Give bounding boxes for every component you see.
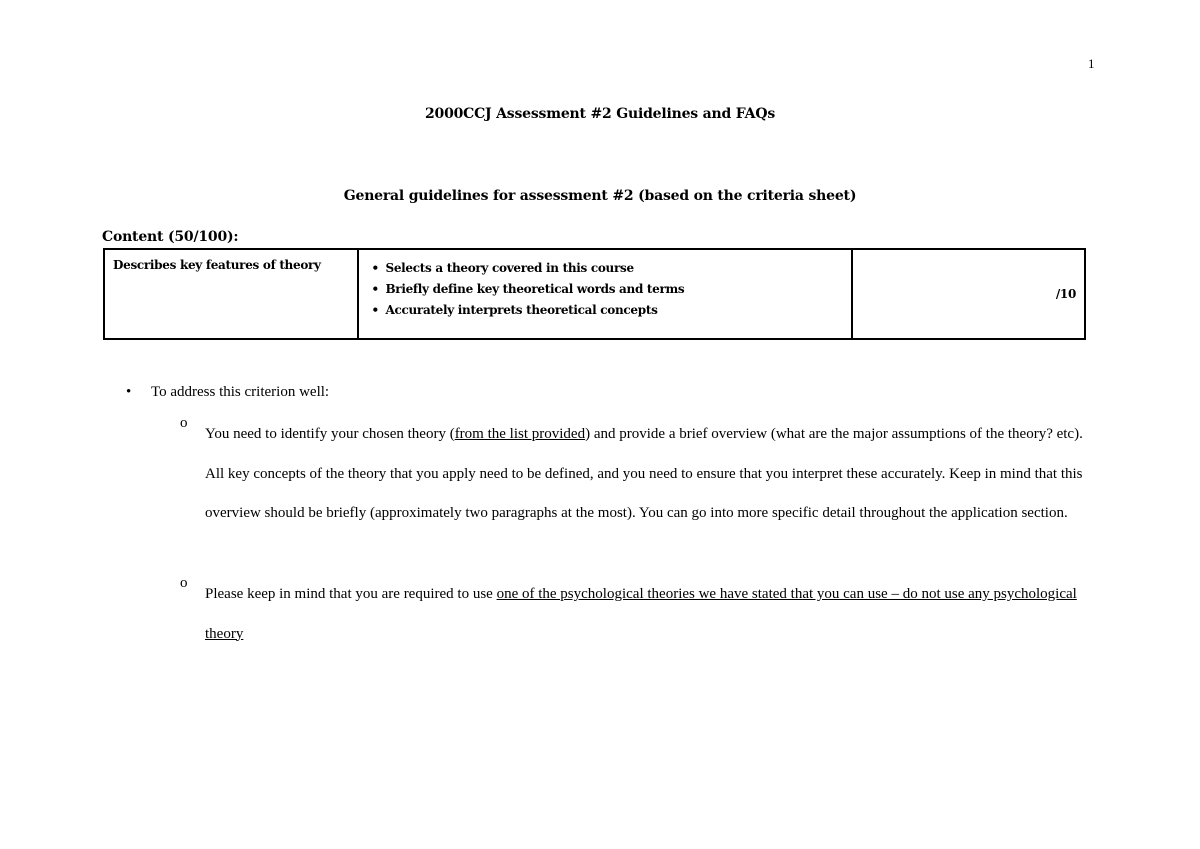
criterion-point-text: Briefly define key theoretical words and terms — [385, 282, 685, 296]
document-title: 2000CCJ Assessment #2 Guidelines and FAQs — [424, 106, 776, 122]
score-value: /10 — [1055, 287, 1076, 301]
bullet-mark: • — [371, 303, 379, 317]
guidance-item-text — [205, 415, 1095, 534]
guidance-text-segment: Please keep in mind that you are required to use — [205, 586, 497, 602]
criterion-point — [371, 279, 851, 300]
guidance-text-segment: You need to identify your chosen theory ( — [205, 426, 455, 442]
list-provided-link[interactable]: from the list provided — [454, 426, 586, 442]
criterion-point — [371, 300, 851, 321]
criterion-cell — [104, 249, 358, 339]
criterion-label: Describes key features of theory — [113, 258, 321, 272]
sub-bullet-mark: o — [180, 415, 188, 431]
underlined-emphasis: one of the psychological theories we have stated that you can use – do not use any psychological theory — [205, 586, 1077, 642]
criterion-points-cell — [358, 249, 852, 339]
score-cell — [852, 249, 1085, 339]
content-label: Content (50/100): — [102, 229, 239, 245]
bullet-mark: • — [371, 261, 379, 275]
criterion-point-text: Selects a theory covered in this course — [385, 261, 634, 275]
guidance-item-text — [205, 575, 1095, 654]
bullet-mark: • — [126, 384, 132, 400]
criteria-table — [103, 248, 1086, 340]
criteria-row — [104, 249, 1085, 339]
section-heading: General guidelines for assessment #2 (based on the criteria sheet) — [343, 188, 857, 204]
criterion-point-text: Accurately interprets theoretical concepts — [385, 303, 658, 317]
page-number: 1 — [1088, 56, 1095, 71]
bullet-mark: • — [371, 282, 379, 296]
guidance-text-segment: ) and provide a brief overview (what are the major assumptions of the theory? etc). All key concepts of the theory that you apply need to be defined, and you need to ensure that you interpret these accurately. Keep in mind that this overview should be briefly (approximately two paragraphs at the most). You can go into more specific detail throughout the application section. — [205, 426, 1083, 521]
guidance-intro-text: To address this criterion well: — [151, 384, 330, 400]
sub-bullet-mark: o — [180, 575, 188, 591]
criterion-point — [371, 258, 851, 279]
